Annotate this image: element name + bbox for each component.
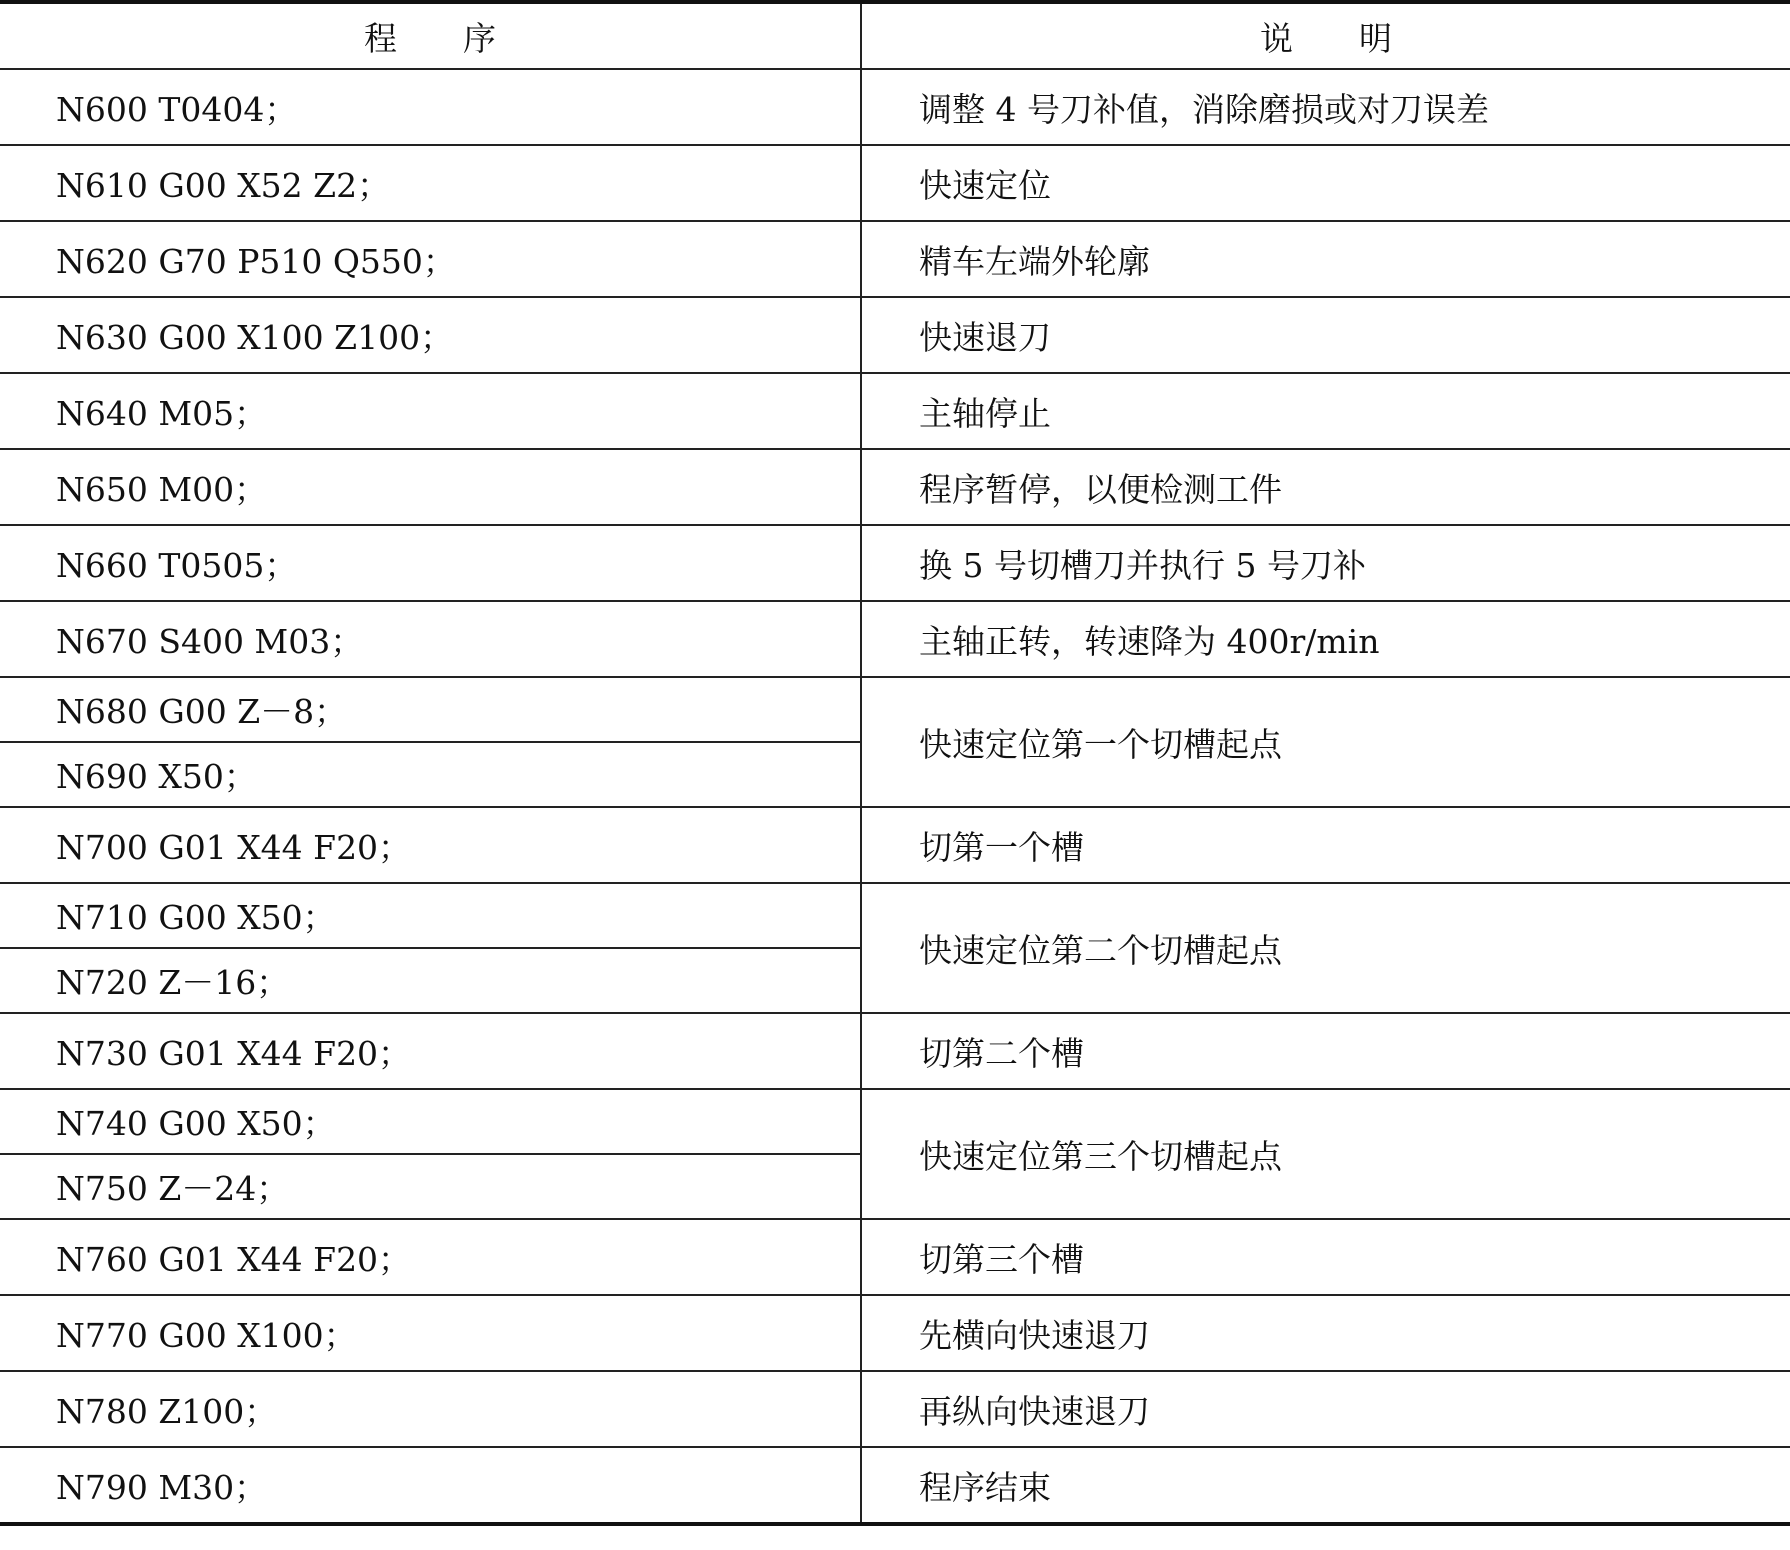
description-cell: 切第三个槽 bbox=[861, 1219, 1790, 1295]
description-cell: 精车左端外轮廓 bbox=[861, 221, 1790, 297]
table-body bbox=[0, 69, 1790, 1524]
description-cell: 调整 4 号刀补值，消除磨损或对刀误差 bbox=[861, 69, 1790, 145]
program-code-cell: N650 M00； bbox=[0, 449, 861, 525]
table-row bbox=[0, 807, 1790, 883]
program-code-cell: N690 X50； bbox=[0, 742, 861, 807]
program-code-cell: N620 G70 P510 Q550； bbox=[0, 221, 861, 297]
description-cell: 程序暂停，以便检测工件 bbox=[861, 449, 1790, 525]
description-cell: 快速退刀 bbox=[861, 297, 1790, 373]
table-row bbox=[0, 1219, 1790, 1295]
description-cell: 快速定位第一个切槽起点 bbox=[861, 677, 1790, 807]
program-code-cell: N720 Z－16； bbox=[0, 948, 861, 1013]
program-code-cell: N640 M05； bbox=[0, 373, 861, 449]
table-row bbox=[0, 1447, 1790, 1524]
header-description: 说 明 bbox=[861, 2, 1790, 69]
description-cell: 再纵向快速退刀 bbox=[861, 1371, 1790, 1447]
table-row bbox=[0, 883, 1790, 948]
description-cell: 快速定位第二个切槽起点 bbox=[861, 883, 1790, 1013]
description-cell: 主轴正转，转速降为 400r/min bbox=[861, 601, 1790, 677]
description-cell: 先横向快速退刀 bbox=[861, 1295, 1790, 1371]
program-code-cell: N730 G01 X44 F20； bbox=[0, 1013, 861, 1089]
header-program: 程 序 bbox=[0, 2, 861, 69]
program-code-cell: N760 G01 X44 F20； bbox=[0, 1219, 861, 1295]
program-code-cell: N600 T0404； bbox=[0, 69, 861, 145]
table-row bbox=[0, 221, 1790, 297]
program-code-cell: N750 Z－24； bbox=[0, 1154, 861, 1219]
table-row bbox=[0, 677, 1790, 742]
program-code-cell: N610 G00 X52 Z2； bbox=[0, 145, 861, 221]
program-code-cell: N660 T0505； bbox=[0, 525, 861, 601]
table-row bbox=[0, 601, 1790, 677]
program-code-cell: N710 G00 X50； bbox=[0, 883, 861, 948]
description-cell: 切第二个槽 bbox=[861, 1013, 1790, 1089]
table-row bbox=[0, 1371, 1790, 1447]
program-code-cell: N670 S400 M03； bbox=[0, 601, 861, 677]
description-cell: 主轴停止 bbox=[861, 373, 1790, 449]
table-row bbox=[0, 525, 1790, 601]
program-code-cell: N770 G00 X100； bbox=[0, 1295, 861, 1371]
table-row bbox=[0, 297, 1790, 373]
table-row bbox=[0, 1295, 1790, 1371]
description-cell: 快速定位第三个切槽起点 bbox=[861, 1089, 1790, 1219]
table-header-row bbox=[0, 2, 1790, 69]
description-cell: 切第一个槽 bbox=[861, 807, 1790, 883]
table-row bbox=[0, 1013, 1790, 1089]
program-code-cell: N780 Z100； bbox=[0, 1371, 861, 1447]
program-code-cell: N790 M30； bbox=[0, 1447, 861, 1524]
table-row bbox=[0, 1089, 1790, 1154]
description-cell: 程序结束 bbox=[861, 1447, 1790, 1524]
program-code-cell: N680 G00 Z－8； bbox=[0, 677, 861, 742]
description-cell: 换 5 号切槽刀并执行 5 号刀补 bbox=[861, 525, 1790, 601]
table-row bbox=[0, 373, 1790, 449]
program-code-cell: N740 G00 X50； bbox=[0, 1089, 861, 1154]
table-row bbox=[0, 145, 1790, 221]
table-row bbox=[0, 449, 1790, 525]
table-row bbox=[0, 69, 1790, 145]
program-code-cell: N700 G01 X44 F20； bbox=[0, 807, 861, 883]
program-code-cell: N630 G00 X100 Z100； bbox=[0, 297, 861, 373]
description-cell: 快速定位 bbox=[861, 145, 1790, 221]
